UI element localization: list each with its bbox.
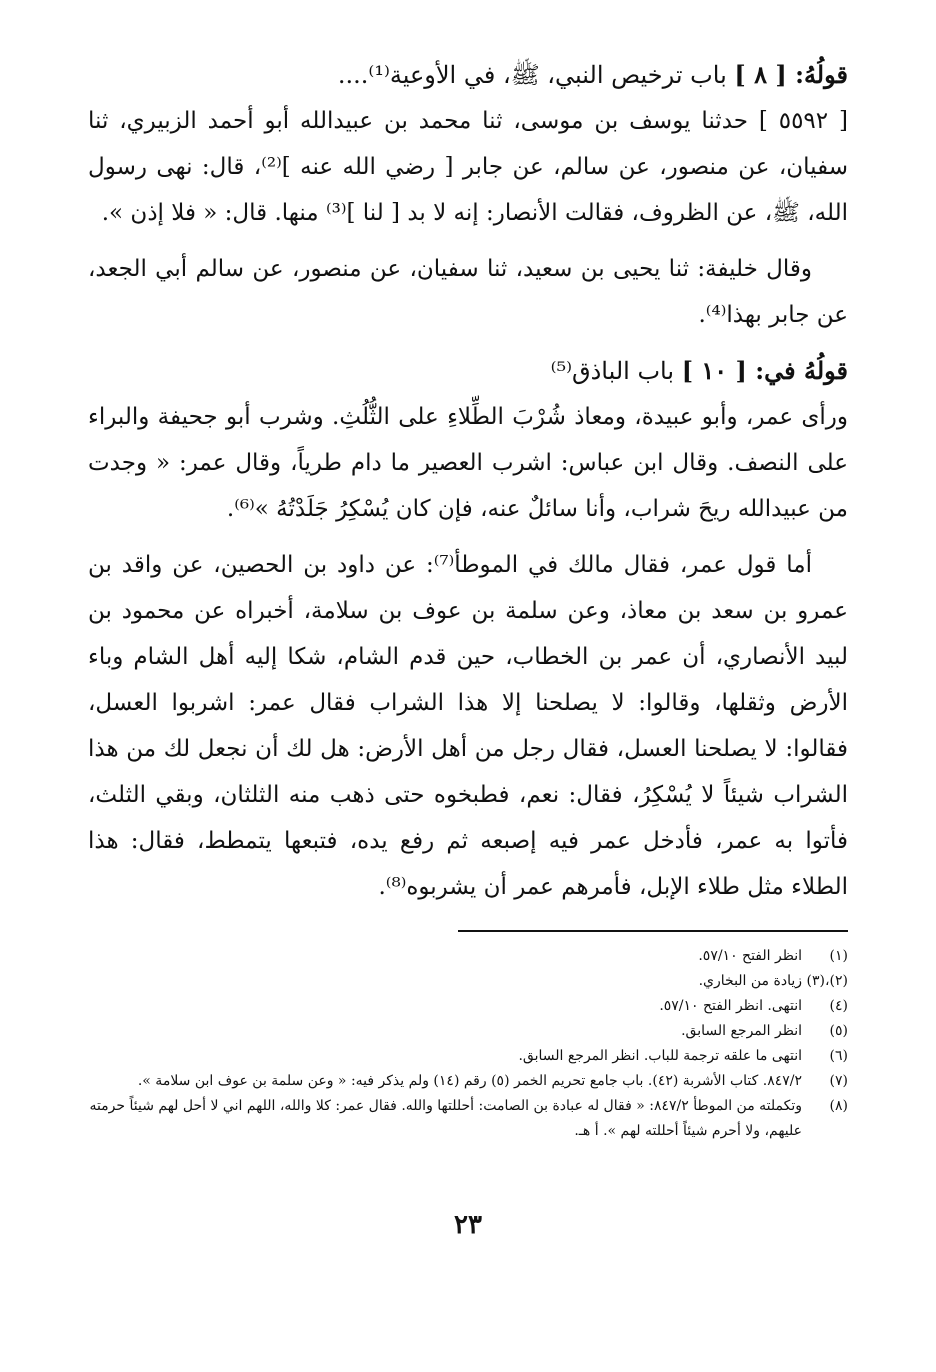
footnote-divider (458, 930, 848, 932)
footnote-text: انتهى ما علقه ترجمة للباب. انظر المرجع السابق. (518, 1048, 802, 1064)
footnote-item (88, 1069, 848, 1094)
footnote-number: (٨) (829, 1098, 848, 1114)
page-number: ٢٣ (454, 1210, 482, 1240)
hadith-5592-paragraph: [ ٥٥٩٢ ] حدثنا يوسف بن موسى، ثنا محمد بن عبيدالله أبو أحمد الزبيري، ثنا سفيان، عن منصور، عن سالم، عن جابر [ رضي الله عنه ]⁽²⁾، قال: نهى رسول الله، ﷺ، عن الظروف، فقالت الأنصار: إنه لا بد [ لنا ]⁽³⁾ منها. قال: « فلا إذن ». (88, 108, 848, 226)
footnote-text: زيادة من البخاري. (698, 973, 802, 989)
footnote-item (88, 1094, 848, 1144)
footnote-text: وتكملته من الموطأ ٨٤٧/٢: « فقال له عبادة بن الصامت: أحللتها والله. فقال عمر: كلا والله، اللهم اني لا أحل لهم شيئاً حرمته عليهم، ولا أحرم شيئاً أحللته لهم ». أ هـ. (89, 1098, 802, 1139)
paragraph-gap (88, 532, 848, 542)
footnote-text: انتهى. انظر الفتح ٥٧/١٠. (659, 998, 802, 1014)
paragraph-gap (88, 338, 848, 348)
footnote-number: (٦) (829, 1048, 848, 1064)
footnote-number: (٤) (829, 998, 848, 1014)
footnote-text: ٨٤٧/٢. كتاب الأشربة (٤٢). باب جامع تحريم الخمر (٥) رقم (١٤) ولم يذكر فيه: « وعن سلمة بن عوف ابن سلامة ». (137, 1073, 802, 1089)
heading-8-title: باب ترخيص النبي، ﷺ، في الأوعية⁽¹⁾.... (337, 61, 735, 89)
book-page (88, 52, 848, 1352)
footnote-number: (٢)،(٣) (806, 973, 848, 989)
footnote-item (88, 944, 848, 969)
footnote-text: انظر الفتح ٥٧/١٠. (698, 948, 802, 964)
footnote-number: (٥) (829, 1023, 848, 1039)
footnote-item (88, 1044, 848, 1069)
footnote-item (88, 1019, 848, 1044)
footnote-text: انظر المرجع السابق. (681, 1023, 802, 1039)
footnote-item (88, 969, 848, 994)
heading-8-label: قولُهُ: [ ٨ ] (734, 60, 848, 89)
footnote-item (88, 994, 848, 1019)
khalifa-narration-paragraph: وقال خليفة: ثنا يحيى بن سعيد، ثنا سفيان، عن منصور، عن سالم أبي الجعد، عن جابر بهذا⁽⁴⁾. (88, 256, 848, 328)
section-heading-10 (88, 348, 848, 394)
tila-paragraph: ورأى عمر، وأبو عبيدة، ومعاذ شُرْبَ الطِّلاءِ على الثُّلُثِ. وشرب أبو جحيفة والبراء على النصف. وقال ابن عباس: اشرب العصير ما دام طرياً، وقال عمر: « وجدت من عبيدالله ريحَ شراب، وأنا سائلٌ عنه، فإن كان يُسْكِرُ جَلَدْتُهُ »⁽⁶⁾. (88, 404, 848, 522)
heading-10-label: قولُهُ في: [ ١٠ ] (681, 356, 848, 385)
paragraph-gap (88, 236, 848, 246)
footnote-number: (١) (829, 948, 848, 964)
footnote-number: (٧) (829, 1073, 848, 1089)
heading-10-title: باب الباذق⁽⁵⁾ (550, 357, 682, 385)
section-heading-8 (88, 52, 848, 98)
muwatta-paragraph: أما قول عمر، فقال مالك في الموطأ⁽⁷⁾: عن داود بن الحصين، عن واقد بن عمرو بن سعد بن معاذ، وعن سلمة بن عوف بن سلامة، أخبراه عن محمود بن لبيد الأنصاري، أن عمر بن الخطاب، حين قدم الشام، شكا إليه أهل الشام وباء الأرض وثقلها، وقالوا: لا يصلحنا إلا هذا الشراب فقال عمر: اشربوا العسل، فقالوا: لا يصلحنا العسل، فقال رجل من أهل الأرض: هل لك أن نجعل لك من هذا الشراب شيئاً لا يُسْكِرُ، فقال: نعم، فطبخوه حتى ذهب منه الثلثان، وبقي الثلث، فأتوا به عمر، فأدخل عمر فيه إصبعه ثم رفع يده، فتبعها يتمطط، فقال: هذا الطلاء مثل طلاء الإبل، فأمرهم عمر أن يشربوه⁽⁸⁾. (88, 552, 849, 900)
footnotes-section (88, 944, 848, 1144)
